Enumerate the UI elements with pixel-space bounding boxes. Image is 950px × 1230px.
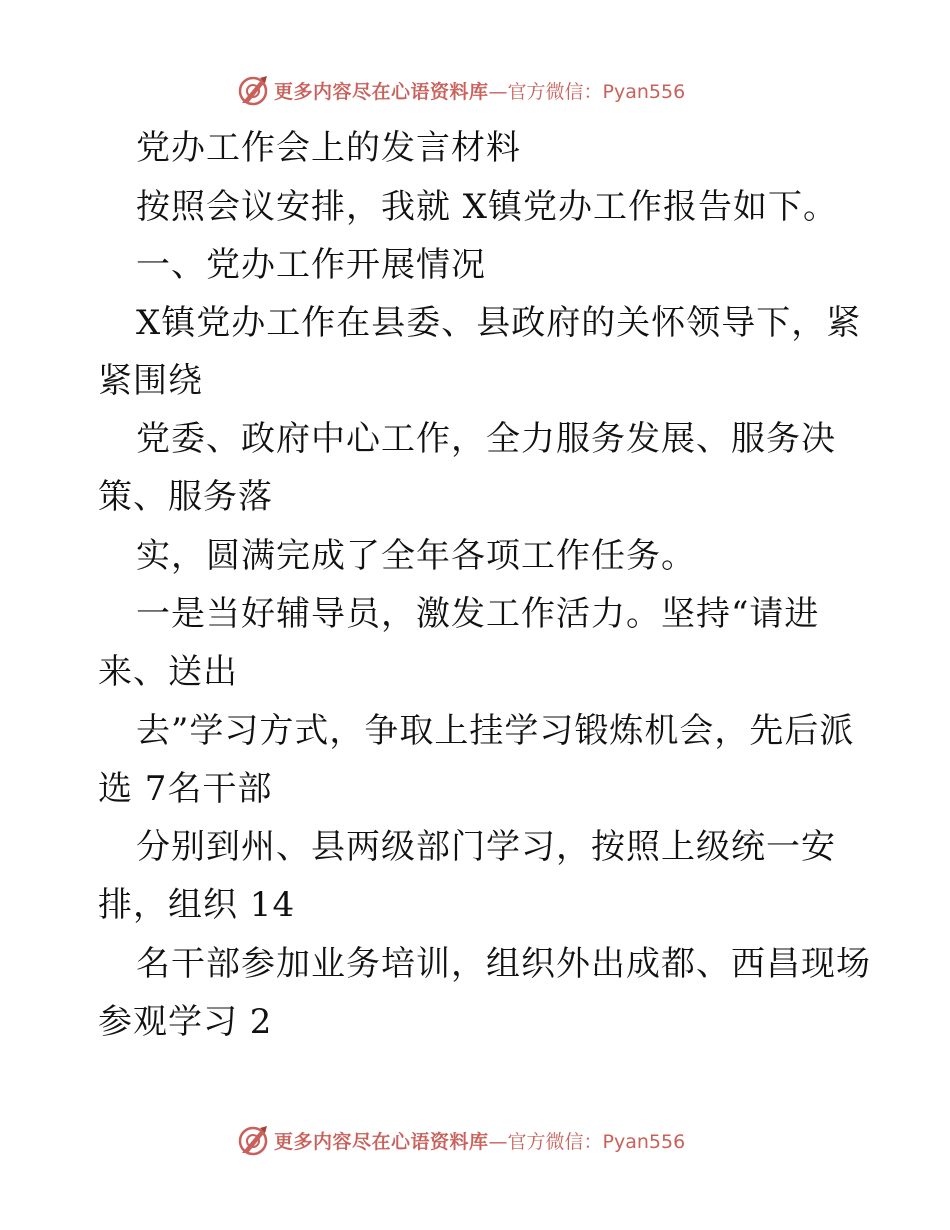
watermark-main-text: 更多内容尽在心语资料库 bbox=[274, 1130, 489, 1153]
paragraph-line: 一是当好辅导员，激发工作活力。坚持“请进 bbox=[136, 594, 820, 634]
paragraph-line: 去”学习方式，争取上挂学习锻炼机会，先后派 bbox=[136, 711, 855, 751]
document-title: 党办工作会上的发言材料 bbox=[136, 128, 521, 168]
watermark-banner-top bbox=[236, 72, 685, 108]
watermark-banner-bottom bbox=[236, 1122, 685, 1158]
paragraph-line: 策、服务落 bbox=[98, 477, 273, 517]
paragraph-line: 实，圆满完成了全年各项工作任务。 bbox=[136, 536, 696, 576]
quill-logo-icon bbox=[236, 1123, 270, 1157]
watermark-main-text: 更多内容尽在心语资料库 bbox=[274, 80, 489, 103]
paragraph-line: 紧围绕 bbox=[98, 361, 203, 401]
paragraph-line: 党委、政府中心工作，全力服务发展、服务决 bbox=[136, 419, 836, 459]
paragraph-line: 分别到州、县两级部门学习，按照上级统一安 bbox=[136, 827, 836, 867]
quill-logo-icon bbox=[236, 73, 270, 107]
paragraph-line: 参观学习 2 bbox=[98, 1002, 273, 1042]
paragraph-line: 来、送出 bbox=[98, 652, 238, 692]
paragraph-line: X镇党办工作在县委、县政府的关怀领导下，紧 bbox=[136, 303, 862, 343]
section-heading: 一、党办工作开展情况 bbox=[136, 245, 486, 285]
paragraph-line: 名干部参加业务培训，组织外出成都、西昌现场 bbox=[136, 944, 871, 984]
paragraph-line: 选 7名干部 bbox=[98, 769, 273, 809]
watermark-suffix-text: —官方微信：Pyan556 bbox=[488, 1130, 686, 1153]
paragraph-line: 按照会议安排，我就 X镇党办工作报告如下。 bbox=[136, 187, 839, 227]
watermark-suffix-text: —官方微信：Pyan556 bbox=[488, 80, 686, 103]
paragraph-line: 排，组织 14 bbox=[98, 885, 296, 925]
